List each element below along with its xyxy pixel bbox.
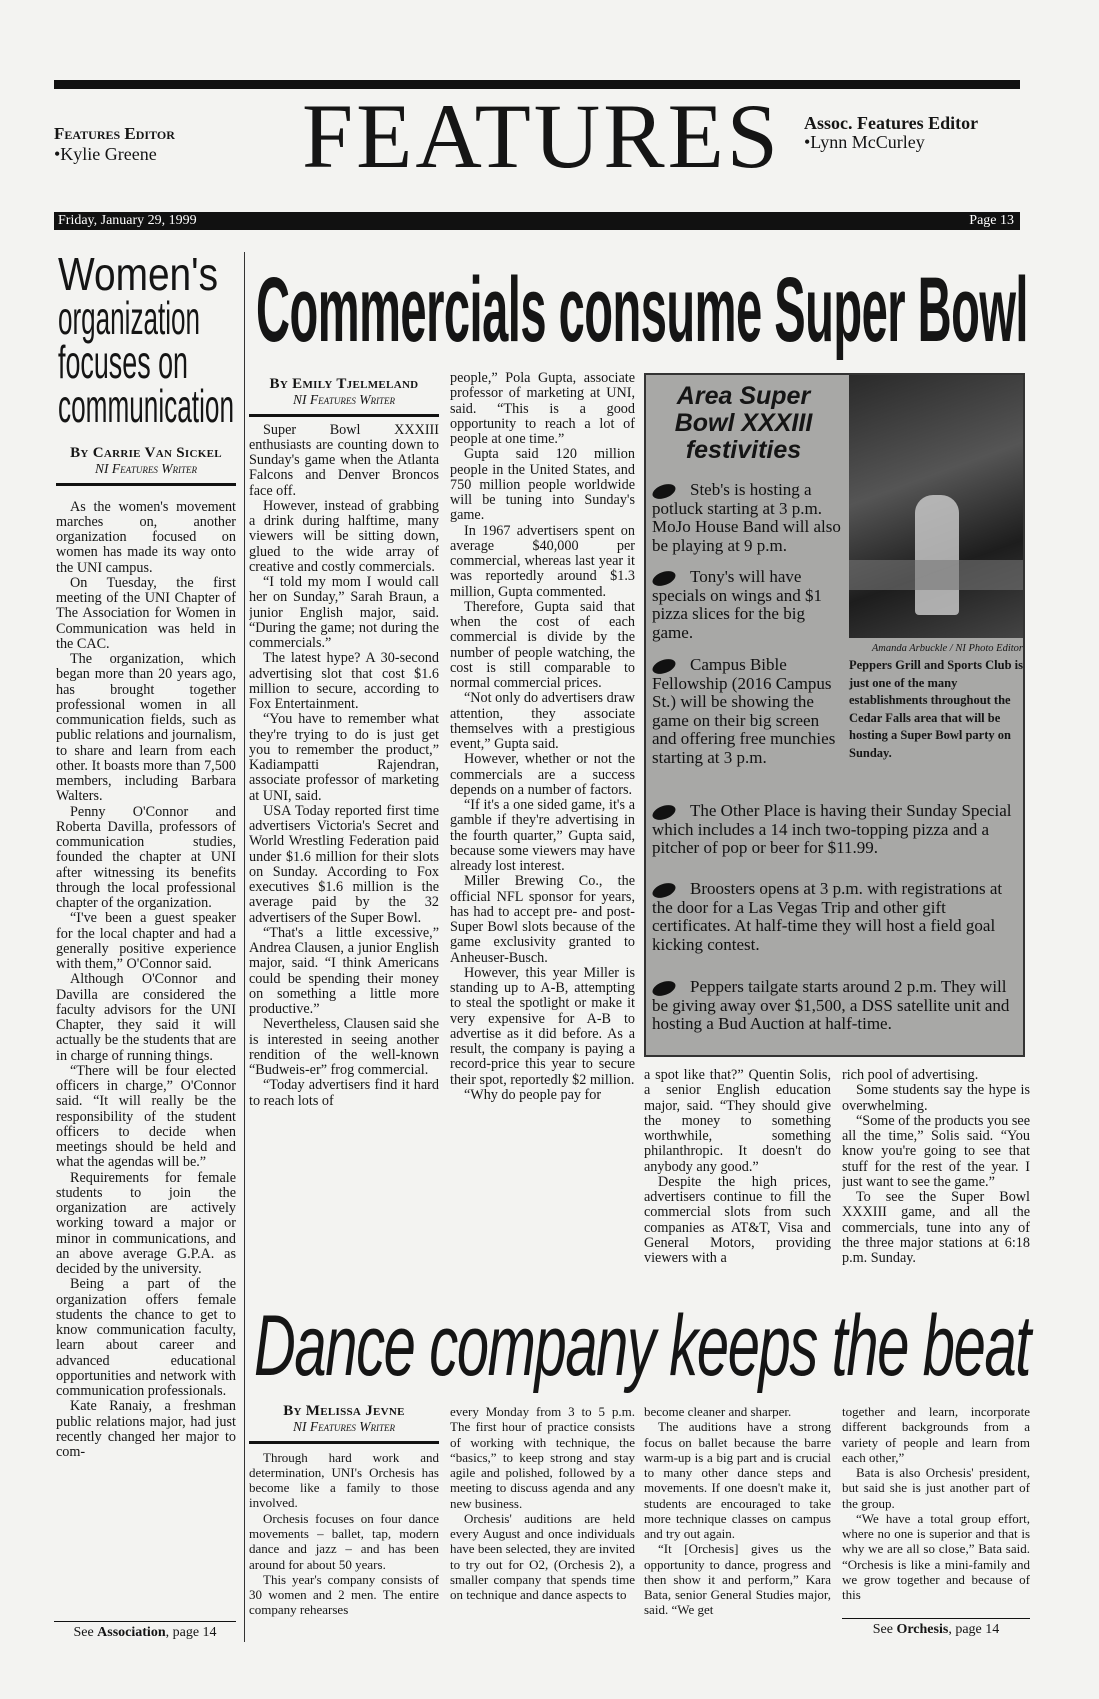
commercials-byline [249,377,439,417]
festivities-title [646,383,841,464]
paragraph: On Tuesday, the first meeting of the UNI Chapter of The Association for Women in Communication was held in the CAC. [56,574,236,652]
paragraph: every Monday from 3 to 5 p.m. The first hour of practice consists of working with technique, the “basics,” to keep strong and stay agile and polished, followed by a meeting to discuss agenda and any new business. [450,1404,635,1511]
paragraph: Gupta said 120 million people in the United States, and 750 million people worldwide will be tuning into Sunday's game. [450,446,635,524]
paragraph: The organization, which began more than 20 years ago, has brought together professional women in all communication fields, such as public relations and journalism, to share and learn from each other. It boasts more than 7,500 members, including Barbara Walters. [56,651,236,805]
photo-bar-counter [849,560,1023,590]
paragraph: Kate Ranaiy, a freshman public relations major, had just recently changed her major to com- [56,1398,236,1460]
paragraph: However, instead of grabbing a drink during halftime, many viewers will be sitting down, glued to the wide array of creative and costly commercials. [249,497,439,575]
assoc-editor [804,114,978,152]
column-divider [244,252,245,1642]
author-role: NI Features Writer [249,1419,439,1443]
date-bar [54,212,1020,230]
paragraph: Bata is also Orchesis' president, but said she is just another part of the group. [842,1465,1030,1511]
paragraph: As the women's movement marches on, another organization focused on women has made its way onto the UNI campus. [56,498,236,576]
title-line: Bowl XXXIII [674,409,813,437]
paragraph: Being a part of the organization offers female students the chance to get to know communication faculty, learn about career and advanced educational opportunities and network with communication professionals. [56,1276,236,1399]
paragraph: people,” Pola Gupta, associate professor of marketing at UNI, said. “This is a good opportunity to reach a lot of people at one time.” [450,371,635,447]
paragraph: To see the Super Bowl XXXIII game, and all the commercials, tune into any of the three major stations at 6:18 p.m. Sunday. [842,1189,1030,1266]
festivity-item: Tony's will have specials on wings and $1 pizza slices for the big game. [652,567,822,642]
paragraph: Orchesis focuses on four dance movements – ballet, tap, modern dance and jazz – and has been around for about 50 years. [249,1510,439,1572]
paragraph: “It [Orchesis] gives us the opportunity to dance, progress and then show it and perform,” Kara Bata, senior General Studies major, said. “We get [644,1541,831,1618]
paragraph: However, whether or not the commercials are a success depends on a number of factors. [450,751,635,798]
photo-caption: Peppers Grill and Sports Club is just one of the many establishments throughout the Cedar Falls area that will be hosting a Super Bowl party on Sunday. [849,658,1023,760]
festivity-item: The Other Place is having their Sunday Special which includes a 14 inch two-topping pizza and a pitcher of pop or beer for $11.99. [652,801,1012,858]
article-body [249,1450,439,1618]
paragraph: rich pool of advertising. [842,1068,979,1083]
festivities-box [644,373,1025,1057]
commercials-col-3 [644,1068,831,1284]
headline-text: Commercials consume Super Bowl [256,259,1028,361]
paragraph: Although O'Connor and Davilla are considered the faculty advisors for the UNI Chapter, they said it will actually be the students that are in charge of running things. [56,971,236,1064]
paragraph: Nevertheless, Clausen said she is interested in seeing another rendition of the well-known “Budweis-er” frog commercial. [249,1016,439,1078]
paragraph: together and learn, incorporate different backgrounds from a variety of people and learn from each other,” [842,1404,1030,1465]
assoc-editor-name: •Lynn McCurley [804,132,925,152]
dance-headline [254,1300,1099,1392]
page-number: Page 13 [969,213,1014,228]
women-headline-line: communication [58,380,234,432]
paragraph: However, this year Miller is standing up to A-B, attempting to steal the spotlight or make it very expensive for A-B to advertise as it did before. As a result, the company is paying a record-price this year to secure their spot, reportedly $2 million. [450,964,635,1088]
paragraph: Penny O'Connor and Roberta Davilla, professors of communication studies, founded the chapter at UNI after witnessing its benefits through the local professional chapter of the organization. [56,803,236,911]
paragraph: “There will be four elected officers in charge,” O'Connor said. “It will really be the responsibility of the student officers to decide when meetings should be held and what the agendas will be.” [56,1062,236,1171]
dance-col-2 [450,1404,635,1640]
festivity-item: Campus Bible Fellowship (2016 Campus St.) will be showing the game on their big screen and offering free munchies starting at 3 p.m. [652,655,836,767]
paragraph: “Some of the products you see all the time,” Solis said. “You know you're going to see that stuff for the rest of the year. I just want to see the game.” [842,1112,1030,1190]
paragraph: “You have to remember what they're trying to do is just get you to remember the product,” Kadiampatti Rajendran, associate professor of marketing at UNI, said. [249,711,439,804]
author-role: NI Features Writer [56,461,236,485]
jump-page: , page 14 [948,1622,1000,1637]
paragraph: Miller Brewing Co., the official NFL sponsor for years, has had to accept pre- and post- Super Bowl slots because of the game exclusivity granted to Anheuser-Busch. [450,873,635,966]
article-body [56,500,236,1461]
paragraph: The auditions have a strong focus on ballet because the barre warm-up is a big part and is crucial to many other dance steps and movements. If one doesn't make it, students are encouraged to take more technique classes on campus and try out again. [644,1419,831,1541]
jump-prefix: See [73,1625,98,1640]
paragraph: “We have a total group effort, where no one is superior and that is why we are all so close,” Bata said. “Orchesis is like a mini-family and we grow together and because of this [842,1510,1030,1602]
author: By Emily Tjelmeland [269,377,419,392]
paragraph: This year's company consists of 30 women and 2 men. The entire company rehearses [249,1571,439,1618]
paragraph: Requirements for female students to join the organization are actively working toward a major or minor in communications, and an above average G.P.A. as decided by the university. [56,1169,236,1277]
paragraph: In 1967 advertisers spent on average $40,000 per commercial, whereas last year it was reportedly around $1.3 million, Gupta commented. [450,522,635,600]
paragraph: become cleaner and sharper. [644,1404,792,1419]
dance-jump-link[interactable] [842,1618,1030,1638]
jump-target: Orchesis [896,1622,949,1637]
commercials-col-2 [450,371,635,1282]
author-role: NI Features Writer [249,392,439,416]
paragraph: “Why do people pay for [464,1086,602,1103]
author: By Melissa Jevne [283,1404,405,1419]
commercials-col-4 [842,1068,1030,1284]
festivity-item: Broosters opens at 3 p.m. with registrations at the door for a Las Vegas Trip and other gift certificates. At half-time they will host a field goal kicking contest. [652,879,1003,954]
paragraph: “If it's a one sided game, it's a gamble if they're advertising in the fourth quarter,” Gupta said, because some viewers may have already lost interest. [450,797,635,874]
jump-target: Association [97,1625,166,1640]
paragraph: The latest hype? A 30-second advertising slot that cost $1.6 million to secure, according to Fox Entertainment. [249,650,439,712]
jump-page: , page 14 [165,1625,217,1640]
peppers-photo [849,375,1023,638]
jump-prefix: See [872,1622,897,1637]
headline-text: Dance company keeps the beat [254,1298,1030,1394]
features-editor-name: •Kylie Greene [54,144,157,164]
women-jump-link[interactable] [54,1621,236,1641]
women-headline-line: organization [58,292,200,344]
paragraph: a spot like that?” Quentin Solis, a senior English education major, said. “They should give the money to something worthwhile, something philanthropic. It doesn't do anybody any good.” [644,1068,831,1175]
women-article [56,446,236,1621]
paragraph: Through hard work and determination, UNI's Orchesis has become like a family to those involved. [249,1449,439,1511]
features-editor-title: Features Editor [54,124,175,143]
paragraph: Despite the high prices, advertisers continue to fill the commercial slots from such companies as AT&T, Visa and General Motors, providing viewers with a [644,1173,831,1266]
photo-figure [915,495,959,615]
title-line: Area Super [676,382,811,410]
women-headline [58,248,236,432]
dance-col-1 [249,1404,439,1640]
commercials-headline [256,259,1099,361]
women-headline-line: focuses on [58,336,188,388]
paragraph: “Not only do advertisers draw attention, they associate themselves with a prestigious event,” Gupta said. [450,690,635,752]
section-title: FEATURES [302,85,781,187]
paragraph: “I told my mom I would call her on Sunday,” Sarah Braun, a junior English major, said. “During the game; not during the commercials.” [249,574,439,651]
paragraph: “That's a little excessive,” Andrea Clausen, a junior English major, said. “I think Americans could be spending their money on something a little more productive.” [249,924,439,1017]
dance-col-4 [842,1404,1030,1614]
paragraph: Some students say the hype is overwhelming. [842,1082,1030,1114]
paragraph: Super Bowl XXXIII enthusiasts are counting down to Sunday's game when the Atlanta Falcons and Denver Broncos face off. [249,421,439,499]
festivity-item: Peppers tailgate starts around 2 p.m. They will be giving away over $1,500, a DSS satellite unit and hosting a Bud Auction at half-time. [652,977,1010,1034]
paragraph: Orchesis' auditions are held every August and once individuals have been selected, they are invited to try out for O2, (Orchesis 2), a smaller company that spends time on technique and dance aspects to [450,1510,635,1602]
dance-byline [249,1404,439,1444]
author: By Carrie Van Sickel [70,446,222,461]
paragraph: “I've been a guest speaker for the local chapter and had a generally positive experience with them,” O'Connor said. [56,910,236,972]
article-body [249,423,439,1109]
women-byline [56,446,236,486]
assoc-editor-title: Assoc. Features Editor [804,113,979,133]
issue-date: Friday, January 29, 1999 [58,213,197,228]
photo-credit: Amanda Arbuckle / NI Photo Editor [871,643,1023,654]
dance-col-3 [644,1404,831,1640]
paragraph: “Today advertisers find it hard to reach lots of [249,1077,439,1109]
commercials-col-1 [249,377,439,1282]
features-editor [54,124,175,164]
women-headline-line: Women's [58,248,218,300]
paragraph: Therefore, Gupta said that when the cost of each commercial is divide by the number of people watching, the cost is still comparable to normal commercial prices. [450,598,635,691]
festivity-item: Steb's is hosting a potluck starting at 3 p.m. MoJo House Band will also be playing at 9 p.m. [652,480,841,555]
title-line: festivities [685,436,802,464]
paragraph: USA Today reported first time advertisers Victoria's Secret and World Wrestling Federation paid under $1.6 million for their slots on Sunday. According to Fox executives $1.6 million is the average paid by the 32 advertisers of the Super Bowl. [249,802,439,926]
